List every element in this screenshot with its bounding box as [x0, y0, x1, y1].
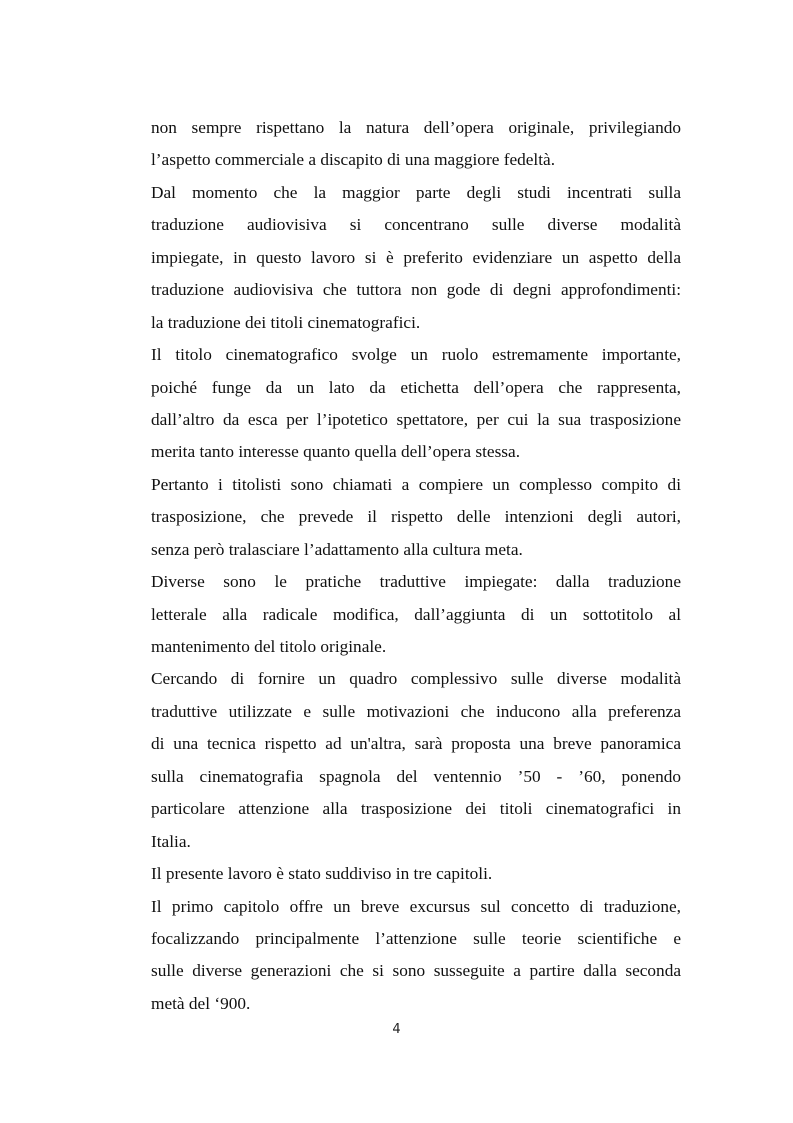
text-line: sulle diverse generazioni che si sono susseguite a partire dalla seconda: [151, 961, 681, 981]
text-line: Il presente lavoro è stato suddiviso in tre capitoli.: [151, 864, 493, 884]
text-line: Il primo capitolo offre un breve excursus sul concetto di traduzione,: [151, 896, 681, 916]
page-number: 4: [392, 1022, 401, 1037]
text-line: Pertanto i titolisti sono chiamati a compiere un complesso compito di: [151, 474, 681, 494]
paragraph: [151, 858, 681, 890]
text-line: traduzione audiovisiva che tuttora non gode di degni approfondimenti:: [151, 280, 681, 300]
text-line: senza però tralasciare l’adattamento alla cultura meta.: [151, 539, 523, 559]
paragraph: [151, 663, 681, 858]
text-line: traduttive utilizzate e sulle motivazioni che inducono alla preferenza: [151, 701, 681, 721]
text-line: Il titolo cinematografico svolge un ruolo estremamente importante,: [151, 345, 681, 365]
text-line: letterale alla radicale modifica, dall’aggiunta di un sottotitolo al: [151, 604, 681, 624]
body-text: [151, 112, 681, 1020]
text-line: di una tecnica rispetto ad un'altra, sarà proposta una breve panoramica: [151, 734, 681, 754]
paragraph: [151, 339, 681, 469]
text-line: metà del ‘900.: [151, 993, 251, 1013]
paragraph: [151, 891, 681, 1021]
text-line: Diverse sono le pratiche traduttive impiegate: dalla traduzione: [151, 572, 681, 592]
text-line: Cercando di fornire un quadro complessivo sulle diverse modalità: [151, 669, 681, 689]
text-line: la traduzione dei titoli cinematografici.: [151, 312, 421, 332]
text-line: Italia.: [151, 831, 191, 851]
text-line: sulla cinematografia spagnola del ventennio ’50 - ’60, ponendo: [151, 766, 681, 786]
text-line: dall’altro da esca per l’ipotetico spettatore, per cui la sua trasposizione: [151, 409, 681, 429]
text-line: non sempre rispettano la natura dell’opera originale, privilegiando: [151, 118, 681, 137]
text-line: impiegate, in questo lavoro si è preferito evidenziare un aspetto della: [151, 247, 681, 267]
text-line: merita tanto interesse quanto quella dell’opera stessa.: [151, 442, 521, 462]
text-line: traduzione audiovisiva si concentrano sulle diverse modalità: [151, 215, 681, 235]
text-line: l’aspetto commerciale a discapito di una maggiore fedeltà.: [151, 150, 556, 170]
text-line: mantenimento del titolo originale.: [151, 637, 387, 656]
text-line: trasposizione, che prevede il rispetto delle intenzioni degli autori,: [151, 507, 681, 527]
text-line: particolare attenzione alla trasposizione dei titoli cinematografici in: [151, 799, 681, 819]
paragraph: [151, 469, 681, 566]
text-line: focalizzando principalmente l’attenzione sulle teorie scientifiche e: [151, 928, 681, 948]
text-line: Dal momento che la maggior parte degli studi incentrati sulla: [151, 182, 681, 202]
paragraph: [151, 566, 681, 663]
paragraph: [151, 177, 681, 339]
text-line: poiché funge da un lato da etichetta dell’opera che rappresenta,: [151, 377, 681, 397]
paragraph: [151, 112, 681, 177]
